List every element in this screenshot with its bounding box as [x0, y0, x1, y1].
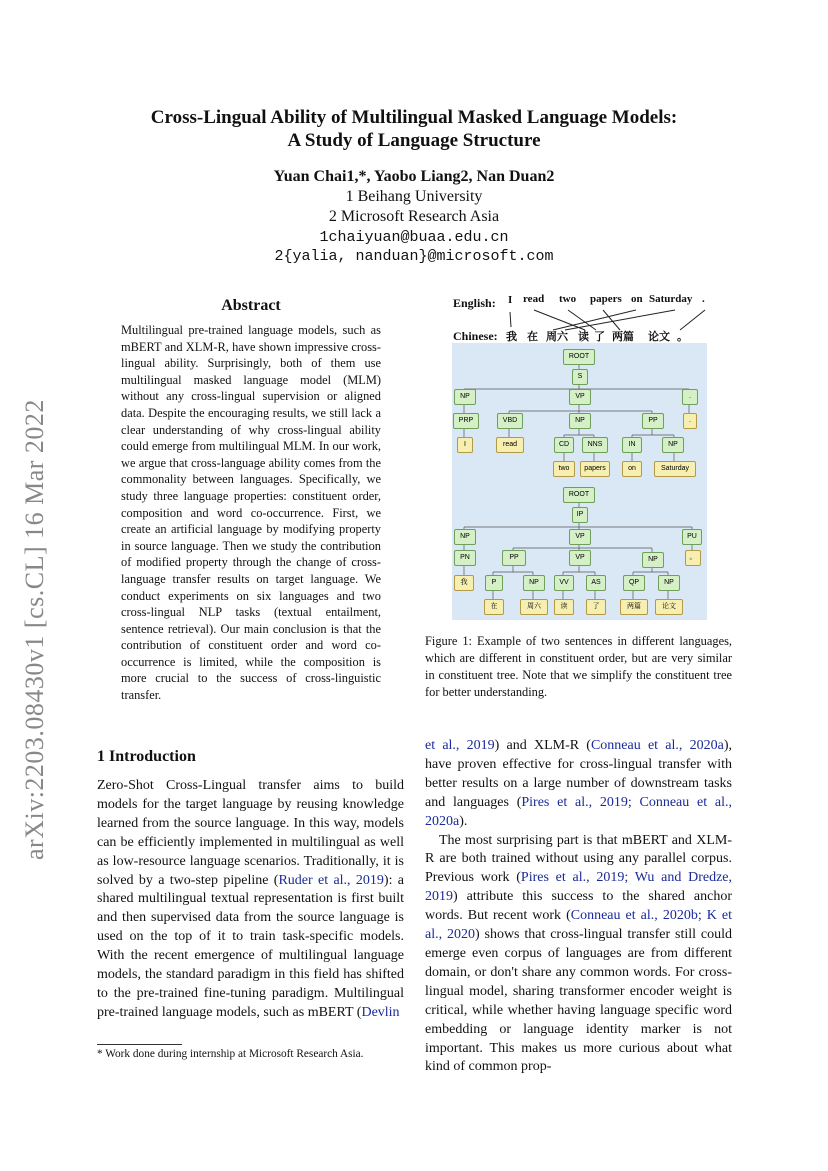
citation-link[interactable]: Conneau et al., 2020a [590, 738, 724, 753]
tree-node: P [485, 575, 503, 591]
tree-leaf: 论文 [655, 599, 683, 615]
citation-link[interactable]: Devlin [361, 1004, 400, 1020]
tree-node: PU [682, 529, 702, 545]
tree-node: PRP [453, 413, 479, 429]
authors: Yuan Chai1,*, Yaobo Liang2, Nan Duan2 [273, 168, 555, 185]
tree-leaf: papers [580, 461, 610, 477]
tree-leaf: . [683, 413, 697, 429]
tree-node: ROOT [563, 349, 595, 365]
chinese-token: 在 [527, 331, 538, 343]
tree-leaf: 读 [554, 599, 574, 615]
title-line-2: A Study of Language Structure [287, 130, 541, 151]
chinese-label: Chinese: [453, 329, 498, 343]
chinese-token: 读 [578, 331, 589, 343]
intro-text: ) and XLM-R ( [494, 738, 591, 753]
affiliation-2: 2 Microsoft Research Asia [328, 208, 500, 225]
intro-text: ): a shared multilingual textual representation is first built and then supervised data from the source language is used on the top of it to train task-specific models. With the recent emergence of multilingual language models, the standard paradigm in this field has shifted to the pre-trained fine-tuning paradigm. Multilingual pre-trained language models, such as mBERT ( [97, 872, 405, 1020]
tree-node: IN [622, 437, 642, 453]
tree-node: . [682, 389, 698, 405]
english-label: English: [453, 296, 496, 310]
footnote: * Work done during internship at Microsoft Research Asia. [97, 1048, 364, 1060]
tree-node: NP [454, 529, 476, 545]
english-token: . [702, 293, 705, 305]
tree-node: PP [642, 413, 664, 429]
intro-right-column [425, 737, 732, 1077]
tree-node: NP [658, 575, 680, 591]
tree-leaf: two [553, 461, 575, 477]
english-token: papers [590, 293, 622, 305]
constituent-tree-figure [452, 343, 707, 620]
tree-node: AS [586, 575, 606, 591]
abstract-heading: Abstract [221, 297, 281, 314]
tree-leaf: 在 [484, 599, 504, 615]
intro-text: Zero-Shot Cross-Lingual transfer aims to build models for the target language by reusing knowledge learned from the source language. In this way, models can be efficiently implemented in multilingual as well as low-resource language scenarios. Traditionally, it is solved by a two-step pipeline ( [97, 778, 404, 888]
tree-leaf: read [496, 437, 524, 453]
citation-link[interactable]: Conneau et al., 2020b; K et al., 2020 [425, 908, 733, 943]
intro-text: The most surprising part is that mBERT and XLM-R are both trained without using any parallel corpus. Previous work ( [425, 832, 732, 886]
tree-node: NP [569, 413, 591, 429]
tree-node: NP [454, 389, 476, 405]
chinese-token: 两篇 [612, 331, 634, 343]
english-token: read [523, 293, 545, 305]
paper-title [0, 106, 828, 152]
tree-node: NP [642, 552, 664, 568]
tree-node: CD [554, 437, 574, 453]
figure-caption: Figure 1: Example of two sentences in different languages, which are different in constituent order, but are very similar in constituent tree. Note that we simplify the constituent tree for better understanding. [425, 634, 732, 699]
citation-link[interactable]: Pires et al., 2019; Wu and Dredze, 2019 [425, 870, 732, 905]
tree-node: NP [662, 437, 684, 453]
tree-leaf: 我 [454, 575, 474, 591]
tree-leaf: 周六 [520, 599, 548, 615]
tree-leaf: on [622, 461, 642, 477]
footnote-rule [97, 1044, 182, 1045]
tree-node: QP [623, 575, 645, 591]
tree-node: S [572, 369, 588, 385]
tree-leaf: 。 [685, 550, 701, 566]
tree-node: PP [502, 550, 526, 566]
english-token: two [559, 293, 577, 305]
citation-link[interactable]: Ruder et al., 2019 [278, 872, 384, 888]
tree-node: ROOT [563, 487, 595, 503]
chinese-token: 。 [677, 331, 688, 343]
tree-node: VP [569, 550, 591, 566]
tree-node: NP [523, 575, 545, 591]
english-token: Saturday [649, 293, 693, 305]
section-heading-introduction: 1 Introduction [97, 748, 196, 765]
tree-node: VP [569, 389, 591, 405]
intro-text: ) attribute this success to the shared anchor words. But recent work ( [425, 889, 732, 924]
citation-link[interactable]: et al., 2019 [425, 738, 495, 753]
english-token: on [631, 293, 643, 305]
abstract-body: Multilingual pre-trained language models, such as mBERT and XLM-R, have shown impressive cross-lingual ability. Surprisingly, both of them use multilingual masked language model (MLM) without any cross-lingual supervision or aligned data. Despite the encouraging results, we still lack a clear understanding of why cross-lingual ability could emerge from multilingual MLM. In our work, we argue that cross-language ability comes from the commonality between languages. Specifically, we study three language properties: constituent order, composition and word co-occurrence. First, we create an artificial language by modifying property in source language. Then we study the contribution of modified property through the change of cross-language transfer results on target language. We conduct experiments on six languages and two cross-lingual NLP tasks (textual entailment, sentence retrieval). Our main conclusion is that the contribution of constituent order and word co-occurrence is limited, while the composition is more crucial to the success of cross-linguistic transfer. [121, 323, 381, 703]
intro-text: ). [459, 813, 468, 829]
intro-text: ), have proven effective for cross-lingual transfer with better results on a large number of downstream tasks and languages ( [425, 738, 732, 810]
email-1: 1chaiyuan@buaa.edu.cn [319, 229, 509, 246]
arxiv-identifier: arXiv:2203.08430v1 [cs.CL] 16 Mar 2022 [20, 399, 49, 860]
chinese-token: 论文 [648, 331, 670, 343]
tree-leaf: I [457, 437, 473, 453]
email-2: 2{yalia, nanduan}@microsoft.com [274, 248, 554, 265]
english-token: I [508, 294, 513, 306]
affiliation-1: 1 Beihang University [345, 188, 483, 205]
tree-leaf: 了 [586, 599, 606, 615]
citation-link[interactable]: Pires et al., 2019; Conneau et al., 2020a [425, 794, 732, 829]
tree-node: IP [572, 507, 588, 523]
tree-leaf: 两篇 [620, 599, 648, 615]
chinese-token: 了 [594, 331, 605, 343]
tree-node: PN [454, 550, 476, 566]
intro-left-column [97, 777, 404, 1023]
chinese-token: 周六 [546, 331, 568, 343]
title-line-1: Cross-Lingual Ability of Multilingual Masked Language Models: [150, 107, 678, 128]
intro-text: ) shows that cross-lingual transfer still could emerge even corpus of languages are from different domain, or don't share any common words. For cross-lingual model, sharing transformer encoder weight is critical, while whether having language specific word embedding or language identity marker is not important. This makes us more curious about what kind of common prop- [425, 927, 732, 1075]
paragraph [425, 832, 732, 1078]
tree-node: NNS [582, 437, 608, 453]
tree-leaf: Saturday [654, 461, 696, 477]
paragraph [425, 737, 732, 832]
tree-node: VP [569, 529, 591, 545]
tree-node: VV [554, 575, 574, 591]
tree-node: VBD [497, 413, 523, 429]
chinese-token: 我 [506, 331, 517, 343]
